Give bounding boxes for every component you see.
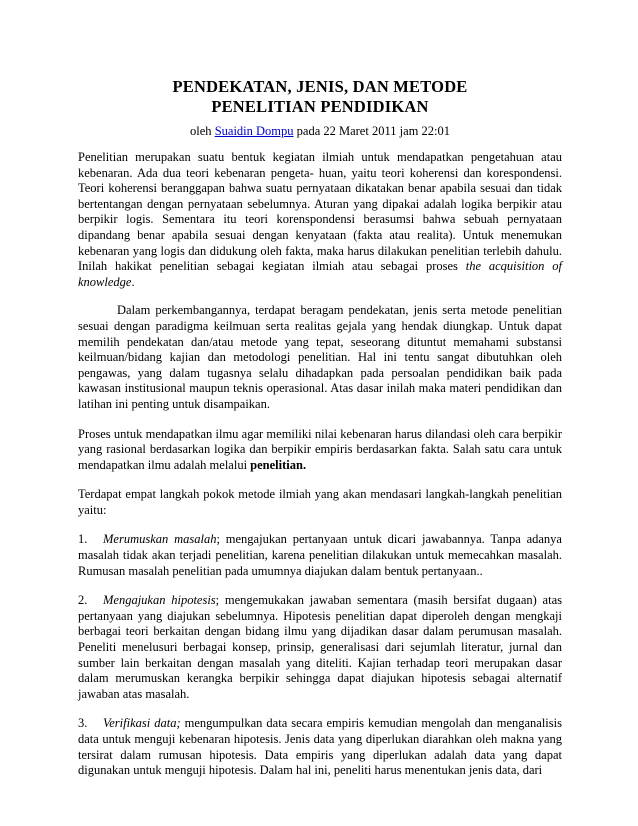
paragraph-2: Dalam perkembangannya, terdapat beragam pendekatan, jenis serta metode penelitian sesuai dengan paradigma keilmuan serta realitas gejala yang hendak diungkap. Untuk dapat memilih pendekatan dan/atau metode yang tepat, seseorang dituntut memahami substansi keilmuan/bidang kajian dan metodologi penelitian. Hal ini tentu sangat dibutuhkan oleh pengawas, yang dalam tugasnya selalu dihadapkan pada persoalan pendidikan baik pada kawasan institusional maupun teknis operasional. Atas dasar inilah maka materi pendidikan dan latihan ini penting untuk disampaikan. — [78, 303, 562, 411]
step-number: 2. — [78, 593, 88, 608]
step-title: Mengajukan hipotesis — [103, 593, 216, 608]
byline-date: pada 22 Maret 2011 jam 22:01 — [293, 124, 450, 138]
paragraph-1-end: . — [131, 274, 135, 289]
paragraph-3-bold: penelitian. — [250, 457, 307, 472]
list-item-step-1 — [78, 532, 562, 579]
title-line-2: PENELITIAN PENDIDIKAN — [211, 97, 429, 116]
step-number: 3. — [78, 716, 88, 731]
title-line-1: PENDEKATAN, JENIS, DAN METODE — [172, 77, 468, 96]
list-item-step-2 — [78, 593, 562, 702]
step-text: ; mengajukan pertanyaan untuk dicari jawabannya. Tanpa adanya masalah tidak akan terjadi penelitian, karena penelitian dilakukan untuk memecahkan masalah. Rumusan masalah penelitian pada umumnya diajukan dalam bentuk pertanyaan.. — [78, 532, 562, 578]
paragraph-1-italic: the acquisition of knowledge — [78, 259, 562, 289]
step-number: 1. — [78, 532, 88, 547]
document-title — [78, 0, 562, 117]
step-text: ; mengemukakan jawaban sementara (masih bersifat dugaan) atas pertanyaan yang diajukan sebelumnya. Hipotesis penelitian dapat diperoleh dengan mengkaji berbagai teori berkaitan dengan bidang ilmu yang dijadikan dasar dalam perumusan masalah. Peneliti menelusuri berbagai konsep, prinsip, generalisasi dari sejumlah literatur, jurnal dan sumber lain berkaitan dengan masalah yang diteliti. Kajian terhadap teori merupakan dasar dalam merumuskan kerangka berpikir sehingga dapat diajukan hipotesis sebagai alternatif jawaban atas masalah. — [78, 593, 562, 701]
byline — [78, 124, 562, 139]
step-title: Verifikasi data; — [103, 716, 181, 731]
step-title: Merumuskan masalah — [103, 532, 217, 547]
author-link[interactable]: Suaidin Dompu — [214, 124, 294, 138]
paragraph-4: Terdapat empat langkah pokok metode ilmiah yang akan mendasari langkah-langkah penelitian yaitu: — [78, 487, 562, 517]
paragraph-1-text: Penelitian merupakan suatu bentuk kegiatan ilmiah untuk mendapatkan pengetahuan atau kebenaran. Ada dua teori kebenaran pengeta- huan, yaitu teori koherensi dan korespondensi. Teori koherensi beranggapan bahwa suatu pernyataan dikatakan benar apabila sesuai dan tidak bertentangan dengan pernyataan sebelumnya. Aturan yang dipakai adalah logika berpikir atau berpikir logis. Sementara itu teori korenspondensi berasumsi bahwa sebuah pernyataan dipandang benar apabila sesuai dengan kenyataan (fakta atau realita). Untuk menemukan kebenaran yang logis dan didukung oleh fakta, maka harus dilakukan penelitian terlebih dahulu. Inilah hakikat penelitian sebagai kegiatan ilmiah atau sebagai proses — [78, 150, 562, 274]
byline-prefix: oleh — [190, 124, 215, 138]
paragraph-3 — [78, 427, 562, 474]
paragraph-1 — [78, 150, 562, 290]
list-item-step-3 — [78, 716, 562, 778]
step-text: mengumpulkan data secara empiris kemudian mengolah dan menganalisis data untuk menguji kebenaran hipotesis. Jenis data yang diperlukan diarahkan oleh makna yang tersirat dalam rumusan hipotesis. Data empiris yang diperlukan adalah data yang dapat digunakan untuk menguji hipotesis. Dalam hal ini, peneliti harus menentukan jenis data, dari — [78, 716, 562, 778]
paragraph-3-text: Proses untuk mendapatkan ilmu agar memiliki nilai kebenaran harus dilandasi oleh cara berpikir yang rasional berdasarkan logika dan berpikir empiris berdasarkan fakta. Salah satu cara untuk mendapatkan ilmu adalah melalui — [78, 426, 562, 472]
